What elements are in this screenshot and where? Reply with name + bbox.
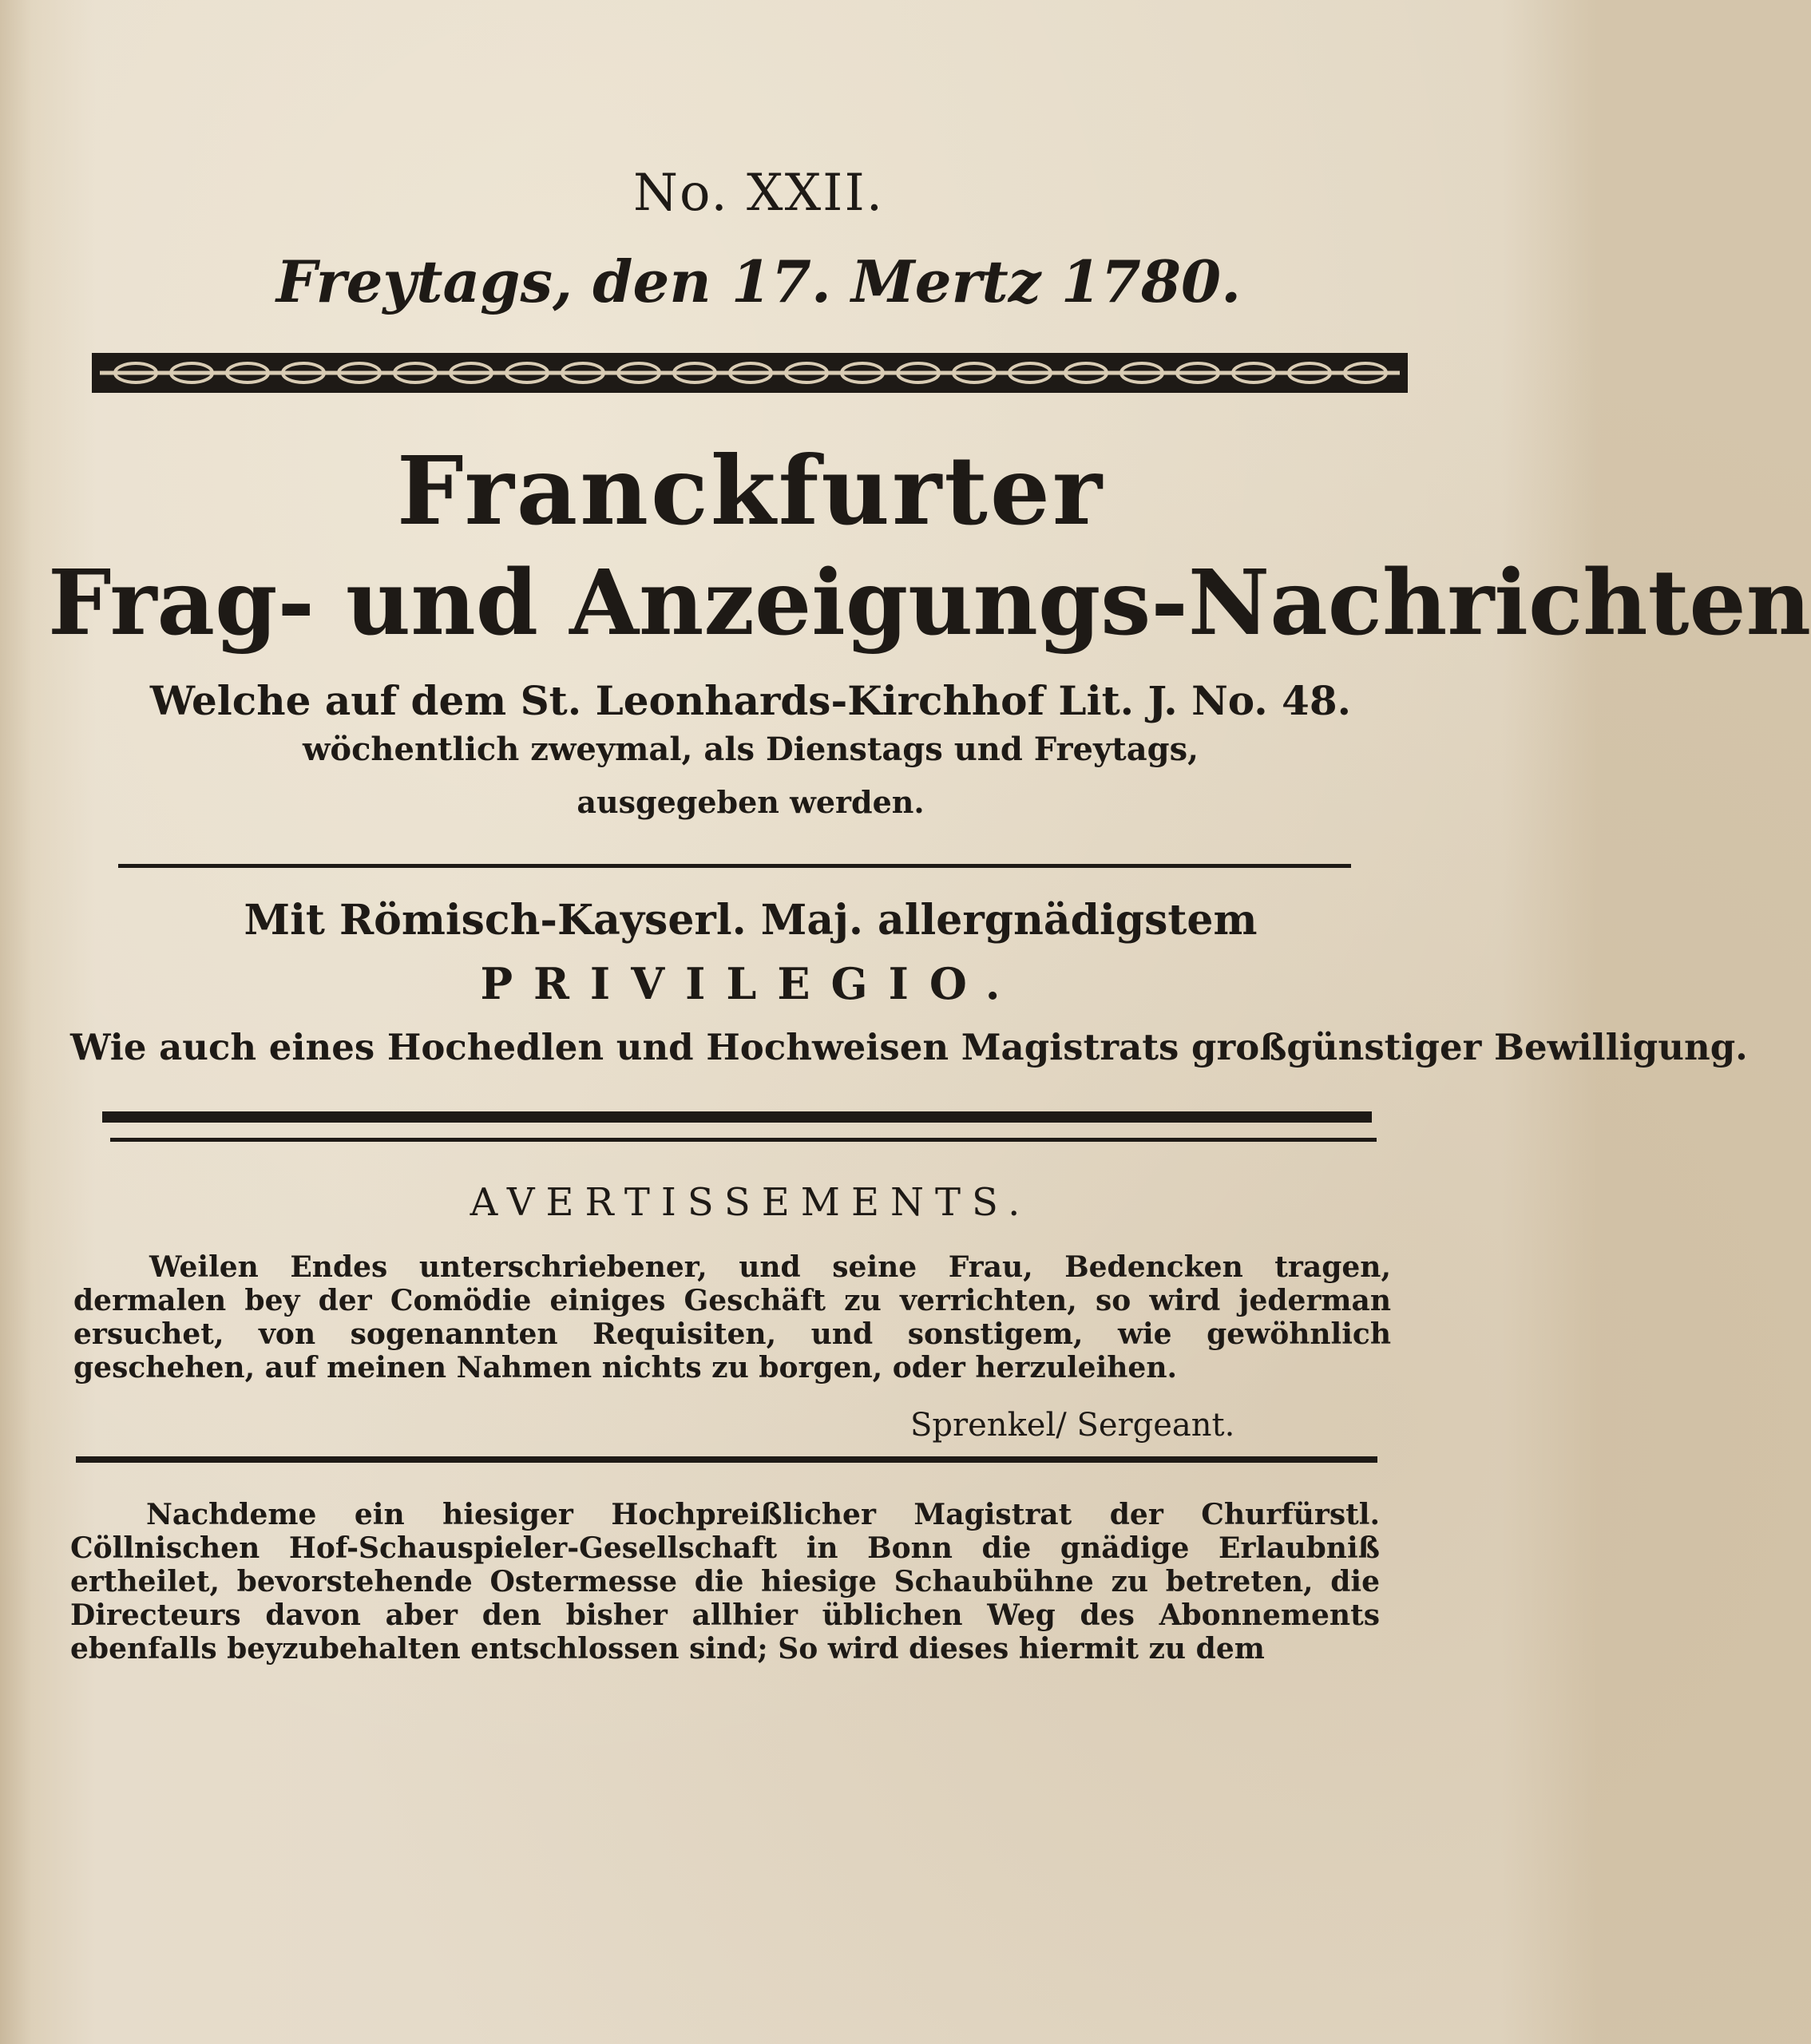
notice-2 <box>70 1498 1380 1666</box>
masthead-issued: ausgegeben werden. <box>577 784 925 820</box>
section-title: AVERTISSEMENTS. <box>470 1180 1032 1225</box>
magistrate-approval: Wie auch eines Hochedlen und Hochweisen Magistrats großgünstiger Bewilligung. <box>70 1026 1748 1068</box>
issue-number: No. XXII. <box>632 164 885 223</box>
masthead-frequency: wöchentlich zweymal, als Dienstags und Freytags, <box>302 731 1199 768</box>
ornamental-border <box>92 350 1408 396</box>
thick-divider-rule <box>102 1111 1372 1123</box>
notice-1 <box>73 1250 1391 1384</box>
masthead-title-line2: Frag- und Anzeigungs-Nachrichten <box>48 551 1811 656</box>
masthead-title-line1: Franckfurter <box>396 435 1105 546</box>
masthead-address: Welche auf dem St. Leonhards-Kirchhof Lit. J. No. 48. <box>149 677 1352 724</box>
thin-divider-rule <box>110 1138 1377 1142</box>
notice-1-signature: Sprenkel/ Sergeant. <box>910 1407 1235 1444</box>
privilege-line: Mit Römisch-Kayserl. Maj. allergnädigstem <box>244 896 1258 945</box>
notice-2-text: Nachdeme ein hiesiger Hochpreißlicher Magistrat der Churfürstl. Cöllnischen Hof-Schauspieler-Gesellschaft in Bonn die gnädige Erlaubniß ertheilet, bevorstehende Ostermesse die hiesige Schaubühne zu betreten, die Directeurs davon aber den bisher allhier üblichen Weg des Abonnements ebenfalls beyzubehalten entschlossen sind; So wird dieses hiermit zu dem <box>70 1498 1380 1666</box>
divider-rule <box>118 864 1351 868</box>
issue-date: Freytags, den 17. Mertz 1780. <box>275 248 1242 315</box>
privilege-title: PRIVILEGIO. <box>480 958 1021 1009</box>
notice-divider-rule <box>76 1456 1377 1463</box>
notice-1-text: Weilen Endes unterschriebener, und seine Frau, Bedencken tragen, dermalen bey der Comödie einiges Geschäft zu verrichten, so wird jederman ersuchet, von sogenannten Requisiten, und sonstigem, wie gewöhnlich geschehen, auf meinen Nahmen nichts zu borgen, oder herzuleihen. <box>73 1250 1391 1384</box>
